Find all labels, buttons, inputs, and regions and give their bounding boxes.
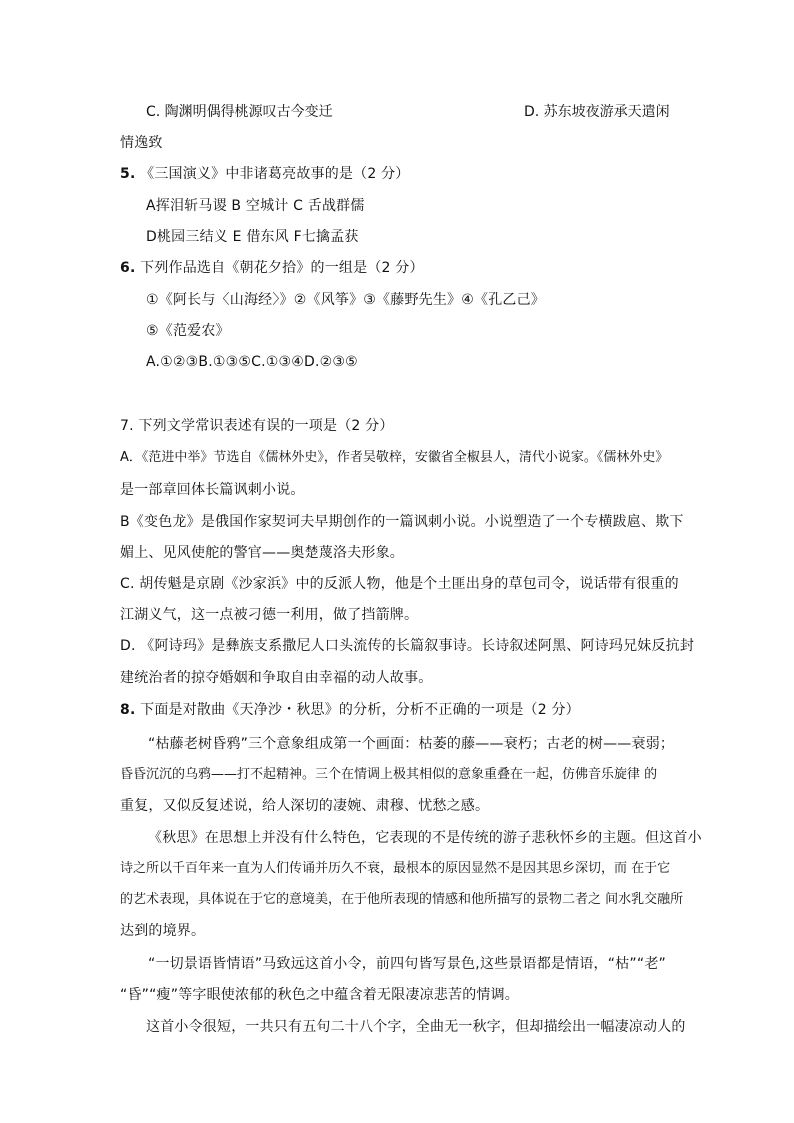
q7-option-b-line-1: B《变色龙》是俄国作家契诃夫早期创作的一篇讽刺小说。小说塑造了一个专横跋扈、欺下 — [120, 514, 684, 530]
q8-paragraph-2-line-3: 的艺术表现，具体说在于它的意境美，在于他所表现的情感和他所描写的景物二者之 间水乳交融所 — [120, 892, 684, 907]
q4-option-d: D. 苏东坡夜游承天遣闲 — [524, 104, 670, 120]
q8-paragraph-3-line-2: “昏”“瘦”等字眼使浓郁的秋色之中蕴含着无限凄凉悲苦的情调。 — [120, 987, 520, 1003]
q5-stem: 《三国演义》中非诸葛亮故事的是（2 分） — [140, 166, 410, 182]
q8-paragraph-1-line-1: “枯藤老树昏鸦”三个意象组成第一个画面：枯萎的藤——衰朽；古老的树——衰弱； — [148, 736, 675, 752]
q7-option-c-line-2: 江湖义气，这一点被刁德一利用，做了挡箭牌。 — [120, 607, 419, 623]
q7-option-d-line-2: 建统治者的掠夺婚姻和争取自由幸福的动人故事。 — [120, 670, 433, 686]
q6-stem: 下列作品选自《朝花夕拾》的一组是（2 分） — [140, 260, 424, 276]
q8-stem: 下面是对散曲《天净沙・秋思》的分析，分析不正确的一项是（2 分） — [140, 702, 580, 718]
q5-number: 5. — [120, 166, 136, 182]
q5-options-line-1: A挥泪斩马谡 B 空城计 C 舌战群儒 — [146, 198, 365, 214]
q8-paragraph-2-line-4: 达到的境界。 — [120, 923, 206, 939]
q8-paragraph-3-line-1: “一切景语皆情语”马致远这首小令，前四句皆写景色,这些景语都是情语，“枯”“老” — [148, 956, 666, 972]
q6-stem-line — [120, 258, 676, 278]
q8-stem-line — [120, 700, 676, 720]
q8-paragraph-2-line-2: 诗之所以千百年来一直为人们传诵并历久不衰，最根本的原因显然不是因其思乡深切，而 在于它 — [120, 861, 671, 876]
q7-option-c-line-1: C. 胡传魁是京剧《沙家浜》中的反派人物，他是个土匪出身的草包司令，说话带有很重的 — [120, 576, 679, 592]
q6-number: 6. — [120, 260, 136, 276]
q7-option-a-line-2: 是一部章回体长篇讽刺小说。 — [120, 482, 305, 498]
q8-number: 8. — [120, 702, 136, 718]
q5-options-line-2: D桃园三结义 E 借东风 F七擒孟获 — [146, 229, 359, 245]
q4-option-d-continuation: 情逸致 — [120, 135, 163, 151]
q6-answer-choices: A.①②③B.①③⑤C.①③④D.②③⑤ — [146, 354, 358, 370]
q8-paragraph-1-line-3: 重复，又似反复述说，给人深切的凄婉、肃穆、忧愁之感。 — [120, 798, 490, 814]
q6-items-line-2: ⑤《范爱农》 — [146, 323, 230, 339]
q7-option-a-line-1: A．《范进中举》节选自《儒林外史》，作者吴敬梓，安徽省全椒县人，清代小说家。《儒林外史》 — [120, 450, 669, 465]
q7-option-b-line-2: 媚上、见风使舵的警官——奥楚蔑洛夫形象。 — [120, 545, 404, 561]
q8-paragraph-2-line-1: 《秋思》在思想上并没有什么特色，它表现的不是传统的游子悲秋怀乡的主题。但这首小 — [148, 830, 702, 846]
q7-option-d-line-1: D. 《阿诗玛》是彝族支系撒尼人口头流传的长篇叙事诗。长诗叙述阿黑、阿诗玛兄妹反抗封 — [120, 638, 695, 654]
q8-paragraph-1-line-2: 昏昏沉沉的乌鸦——打不起精神。三个在情调上极其相似的意象重叠在一起，仿佛音乐旋律 的 — [120, 767, 658, 782]
q7-stem: 7. 下列文学常识表述有误的一项是（2 分） — [120, 418, 394, 434]
q8-paragraph-4-line-1: 这首小令很短，一共只有五句二十八个字，全曲无一秋字，但却描绘出一幅凄凉动人的 — [146, 1019, 686, 1035]
q5-stem-line — [120, 164, 676, 184]
q6-items-line-1: ①《阿长与〈山海经〉》②《风筝》③《藤野先生》④《孔乙己》 — [146, 292, 546, 308]
q4-option-c: C. 陶渊明偶得桃源叹古今变迁 — [146, 104, 333, 120]
